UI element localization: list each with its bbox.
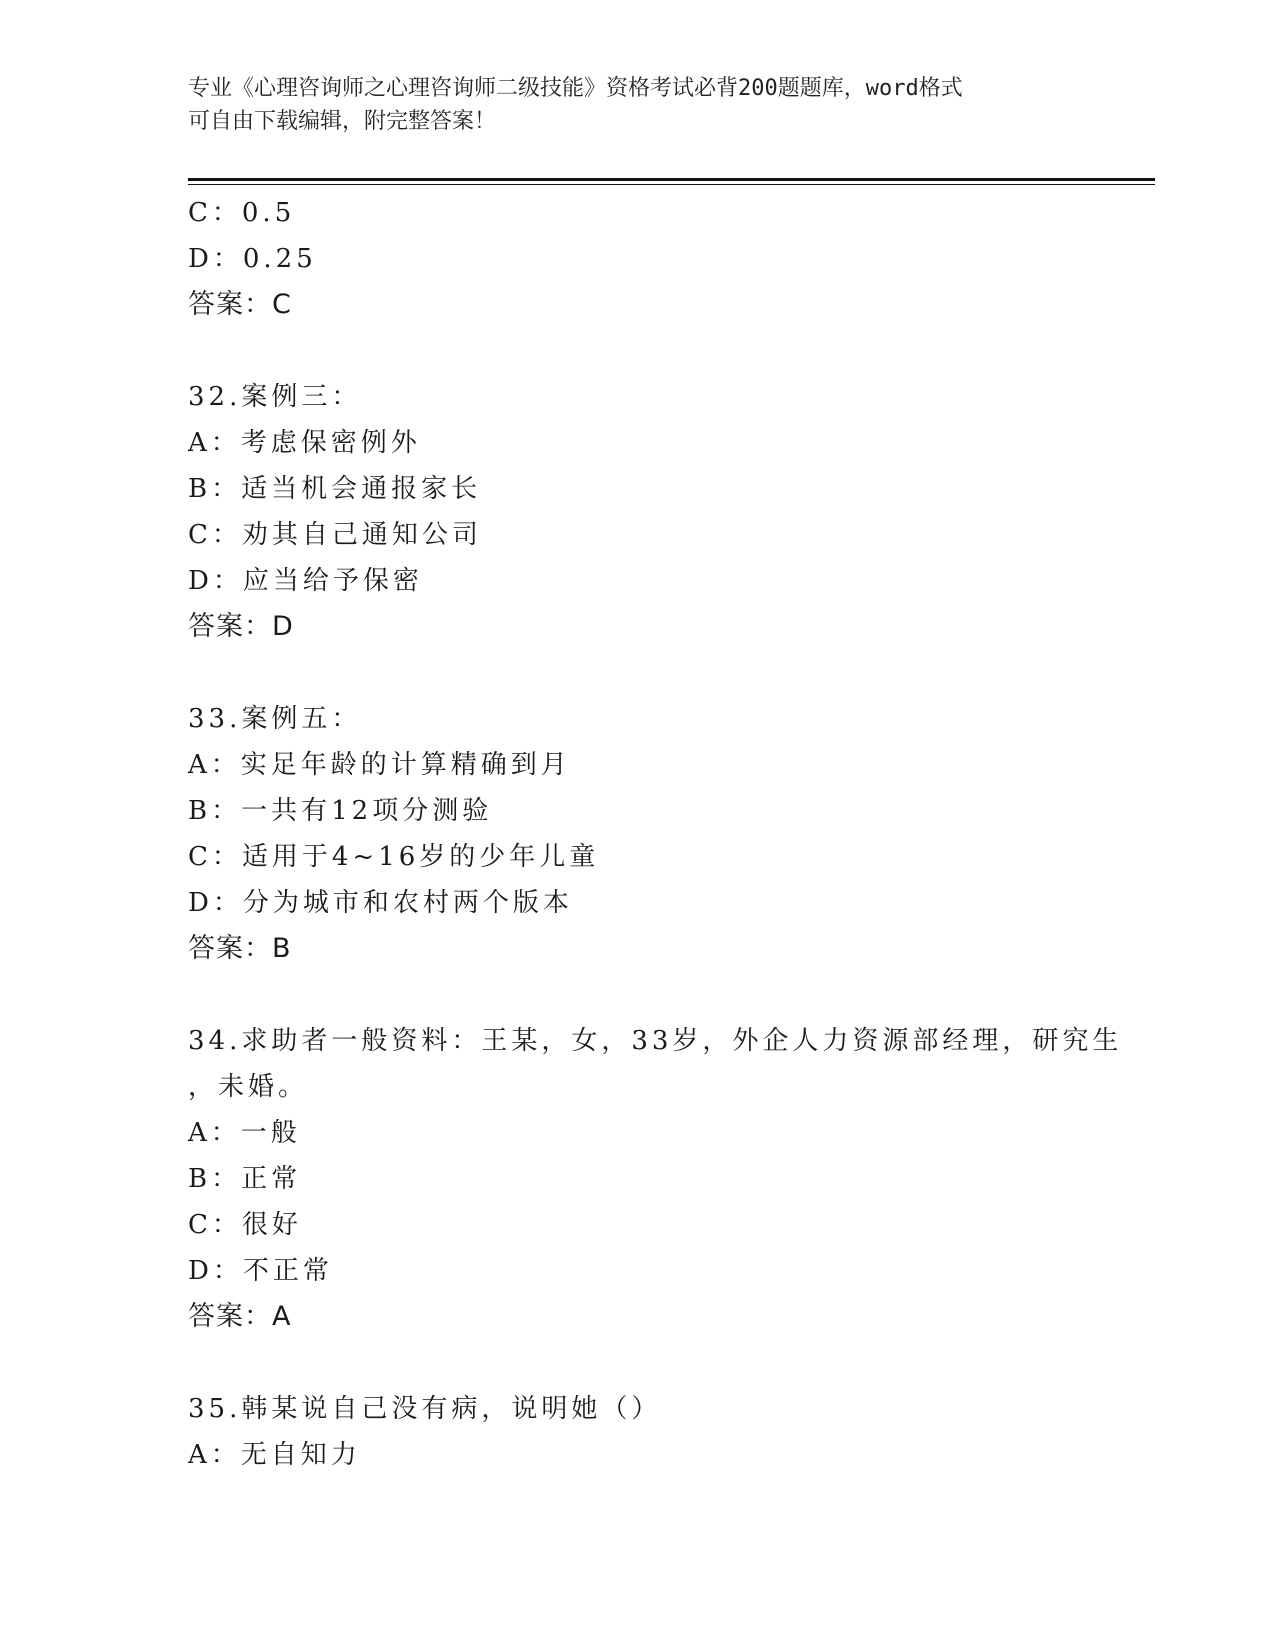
question-32-option-a: A：考虑保密例外 (188, 428, 421, 458)
question-35-option-a: A：无自知力 (188, 1440, 361, 1470)
question-34-option-a: A：一般 (188, 1118, 301, 1148)
question-34-stem-line1: 34.求助者一般资料：王某，女，33岁，外企人力资源部经理，研究生 (188, 1026, 1123, 1056)
header-divider-thick (188, 178, 1155, 181)
spacer (188, 1340, 1138, 1386)
question-31-option-d: D：0.25 (188, 244, 317, 274)
question-33-option-d: D：分为城市和农村两个版本 (188, 888, 573, 918)
header-title-line2: 可自由下载编辑，附完整答案！ (188, 109, 497, 134)
question-34 (188, 1018, 1138, 1340)
question-33-answer: 答案：B (188, 933, 292, 964)
question-34-answer: 答案：A (188, 1301, 292, 1332)
question-35 (188, 1386, 1138, 1478)
spacer (188, 650, 1138, 696)
spacer (188, 328, 1138, 374)
question-31-answer: 答案：C (188, 289, 292, 320)
question-34-option-b: B：正常 (188, 1164, 302, 1194)
question-33-option-b: B：一共有12项分测验 (188, 796, 493, 826)
document-header (188, 72, 1088, 138)
question-34-option-d: D：不正常 (188, 1256, 333, 1286)
spacer (188, 972, 1138, 1018)
question-32-option-c: C：劝其自己通知公司 (188, 520, 482, 550)
question-34-stem-line2: ，未婚。 (188, 1072, 309, 1102)
question-32-option-b: B：适当机会通报家长 (188, 474, 482, 504)
question-32-option-d: D：应当给予保密 (188, 566, 423, 596)
question-32-answer: 答案：D (188, 611, 294, 642)
header-divider-thin (188, 184, 1155, 185)
question-33-option-a: A：实足年龄的计算精确到月 (188, 750, 571, 780)
question-33-stem: 33.案例五： (188, 704, 362, 734)
header-title-line1: 专业《心理咨询师之心理咨询师二级技能》资格考试必背200题题库，word格式 (188, 76, 963, 101)
question-33-option-c: C：适用于4~16岁的少年儿童 (188, 842, 600, 872)
question-33 (188, 696, 1138, 972)
question-35-stem: 35.韩某说自己没有病，说明她（） (188, 1394, 662, 1424)
question-32-stem: 32.案例三： (188, 382, 362, 412)
question-34-option-c: C：很好 (188, 1210, 302, 1240)
question-31-option-c: C：0.5 (188, 198, 296, 228)
question-32 (188, 374, 1138, 650)
question-31 (188, 190, 1138, 328)
question-list (188, 190, 1138, 1478)
